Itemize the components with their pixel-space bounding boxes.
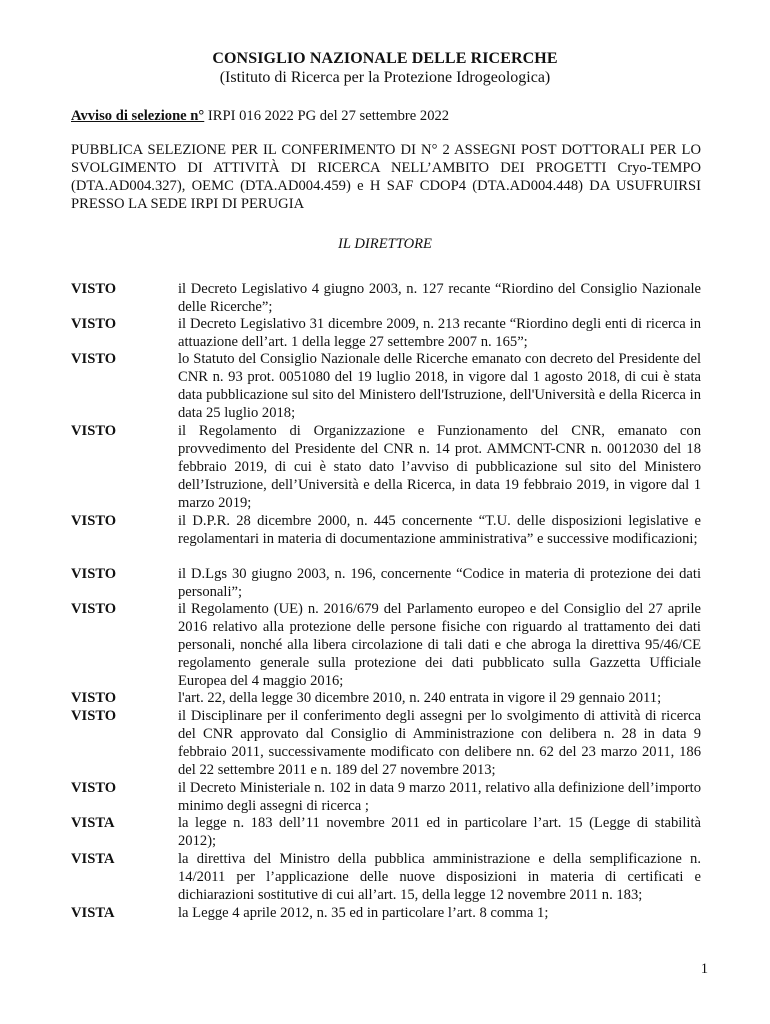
director-heading: IL DIRETTORE (338, 236, 432, 252)
recital-label: VISTO (71, 281, 117, 297)
document-header (0, 50, 770, 88)
recital-text: il Regolamento (UE) n. 2016/679 del Parlamento europeo e del Consiglio del 27 aprile 2016 relativo alla protezione delle persone fisiche con riguardo al trattamento dei dati personali, nonché alla libera circolazione di tali dati e che abroga la direttiva 95/46/CE regolamento generale sulla protezione dei dati pubblicato sulla Gazzetta Ufficiale Europea del 4 maggio 2016; (178, 601, 701, 689)
recital-label: VISTO (71, 351, 117, 367)
institution-name: CONSIGLIO NAZIONALE DELLE RICERCHE (212, 50, 558, 67)
recital-text: il Disciplinare per il conferimento degli assegni per lo svolgimento di attività di ricerca del CNR approvato dal Consiglio di Amministrazione con delibera n. 28 in data 9 febbraio 2011, successivamente modificato con delibere nn. 62 del 23 marzo 2011, 186 del 22 settembre 2011 e n. 189 del 27 novembre 2013; (178, 708, 701, 778)
page-number: 1 (700, 961, 708, 977)
notice-label: Avviso di selezione n° (71, 108, 205, 124)
recital-text: il Decreto Legislativo 4 giugno 2003, n. 127 recante “Riordino del Consiglio Nazionale delle Ricerche”; (178, 281, 701, 315)
recital-label: VISTO (71, 513, 117, 529)
recital-text: la Legge 4 aprile 2012, n. 35 ed in particolare l’art. 8 comma 1; (178, 905, 549, 921)
recital-text: la legge n. 183 dell’11 novembre 2011 ed in particolare l’art. 15 (Legge di stabilità 2012); (178, 815, 701, 849)
recital-label: VISTO (71, 601, 117, 617)
recital-text: il Decreto Legislativo 31 dicembre 2009, n. 213 recante “Riordino degli enti di ricerca in attuazione dell’art. 1 della legge 27 settembre 2007 n. 165”; (178, 316, 701, 350)
recital-label: VISTA (71, 905, 115, 921)
institute-name: (Istituto di Ricerca per la Protezione Idrogeologica) (219, 69, 551, 86)
notice-number: IRPI 016 2022 PG del 27 settembre 2022 (204, 108, 450, 124)
recital-text: il Decreto Ministeriale n. 102 in data 9 marzo 2011, relativo alla definizione dell’importo minimo degli assegni di ricerca ; (178, 780, 701, 814)
recital-text: lo Statuto del Consiglio Nazionale delle Ricerche emanato con decreto del Presidente del CNR n. 93 prot. 0051080 del 19 luglio 2018, in vigore dal 1 agosto 2018, di cui è stata data pubblicazione sul sito del Ministero dell'Istruzione, dell'Università e della Ricerca in data 25 luglio 2018; (178, 351, 701, 421)
recital-label: VISTO (71, 690, 117, 706)
recital-text: il D.P.R. 28 dicembre 2000, n. 445 concernente “T.U. delle disposizioni legislative e regolamentari in materia di documentazione amministrativa” e successive modificazioni; (178, 513, 701, 547)
recital-text: il Regolamento di Organizzazione e Funzionamento del CNR, emanato con provvedimento del Presidente del CNR n. 14 prot. AMMCNT-CNR n. 0012030 del 18 febbraio 2019, di cui è stato dato l’avviso di pubblicazione sul sito del Ministero dell’Istruzione, dell’Università e della Ricerca, in data 19 febbraio 2019, in vigore dal 1 marzo 2019; (178, 423, 701, 511)
recital-label: VISTA (71, 851, 115, 867)
recital-label: VISTO (71, 423, 117, 439)
recital-label: VISTO (71, 566, 117, 582)
recital-label: VISTO (71, 708, 117, 724)
recital-label: VISTO (71, 316, 117, 332)
recital-text: l'art. 22, della legge 30 dicembre 2010, n. 240 entrata in vigore il 29 gennaio 2011; (178, 690, 662, 706)
recital-text: il D.Lgs 30 giugno 2003, n. 196, concernente “Codice in materia di protezione dei dati personali”; (178, 566, 701, 600)
recital-label: VISTO (71, 780, 117, 796)
recital-label: VISTA (71, 815, 115, 831)
selection-subject: PUBBLICA SELEZIONE PER IL CONFERIMENTO DI N° 2 ASSEGNI POST DOTTORALI PER LO SVOLGIMENTO DI ATTIVITÀ DI RICERCA NELL’AMBITO DEI PROGETTI Cryo-TEMPO (DTA.AD004.327), OEMC (DTA.AD004.459) e H SAF CDOP4 (DTA.AD004.448) DA USUFRUIRSI PRESSO LA SEDE IRPI DI PERUGIA (71, 142, 701, 212)
recital-text: la direttiva del Ministro della pubblica amministrazione e della semplificazione n. 14/2011 per l’applicazione delle nuove disposizioni in materia di certificati e dichiarazioni sostitutive di cui all’art. 15, della legge 12 novembre 2011 n. 183; (178, 851, 701, 903)
notice-reference (71, 107, 449, 125)
